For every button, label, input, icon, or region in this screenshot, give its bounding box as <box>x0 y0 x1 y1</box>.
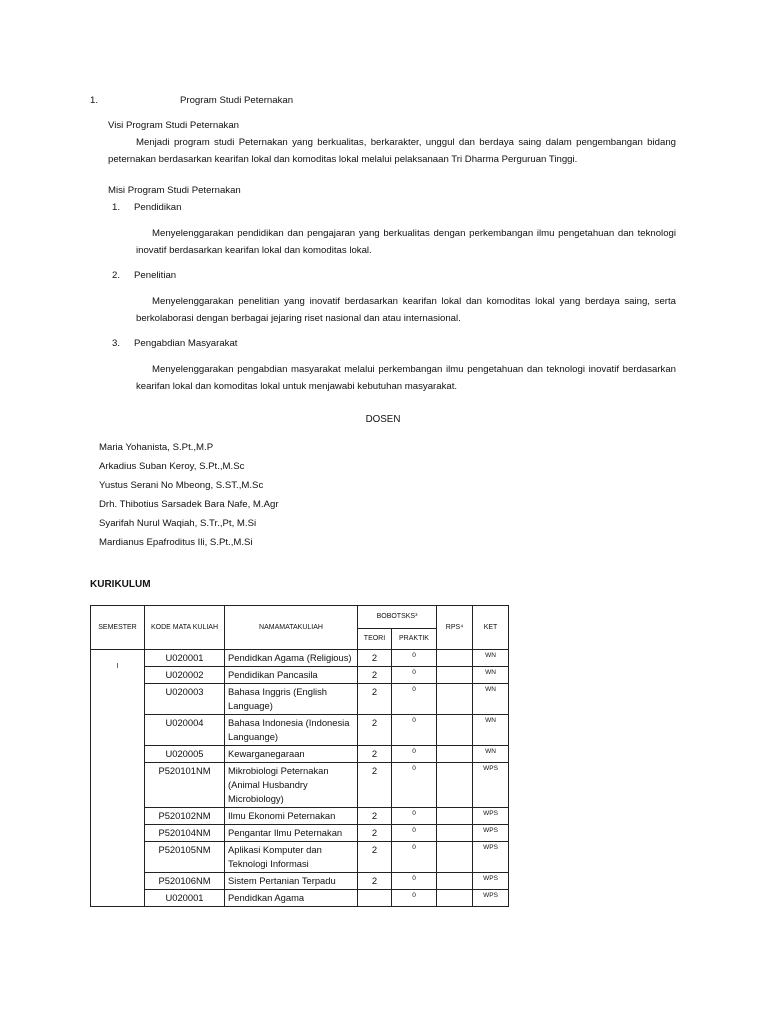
visi-title: Visi Program Studi Peternakan <box>108 120 240 131</box>
dosen-name: Drh. Thibotius Sarsadek Bara Nafe, M.Agr <box>99 499 279 510</box>
cell-kode: U020005 <box>145 746 225 763</box>
col-semester: SEMESTER <box>91 606 145 650</box>
cell-ket: WN <box>473 667 509 684</box>
cell-teori: 2 <box>358 715 392 746</box>
table-row <box>91 650 509 667</box>
cell-nama: Pendidkan Agama (Religious) <box>225 650 358 667</box>
cell-ket: WPS <box>473 842 509 873</box>
cell-teori <box>358 890 392 907</box>
cell-rps <box>437 825 473 842</box>
cell-rps <box>437 684 473 715</box>
table-row <box>91 825 509 842</box>
dosen-name: Arkadius Suban Keroy, S.Pt.,M.Sc <box>99 461 245 472</box>
dosen-name: Yustus Serani No Mbeong, S.ST.,M.Sc <box>99 480 264 491</box>
col-bobot: BOBOTSKS³ <box>358 606 437 629</box>
cell-rps <box>437 842 473 873</box>
cell-rps <box>437 650 473 667</box>
cell-ket: WPS <box>473 763 509 808</box>
cell-teori: 2 <box>358 808 392 825</box>
cell-rps <box>437 746 473 763</box>
section-number: 1. <box>90 95 99 106</box>
cell-nama: Sistem Pertanian Terpadu <box>225 873 358 890</box>
cell-teori: 2 <box>358 763 392 808</box>
table-row <box>91 873 509 890</box>
misi-item-heading <box>112 335 676 352</box>
cell-rps <box>437 808 473 825</box>
col-kode: KODE MATA KULIAH <box>145 606 225 650</box>
cell-praktik: 0 <box>392 746 437 763</box>
cell-rps <box>437 890 473 907</box>
cell-praktik: 0 <box>392 808 437 825</box>
cell-rps <box>437 873 473 890</box>
kurikulum-table <box>90 605 509 907</box>
dosen-name: Maria Yohanista, S.Pt.,M.P <box>99 442 214 453</box>
cell-praktik: 0 <box>392 763 437 808</box>
cell-praktik: 0 <box>392 842 437 873</box>
cell-teori: 2 <box>358 825 392 842</box>
cell-teori: 2 <box>358 667 392 684</box>
misi-list <box>90 199 676 395</box>
kurikulum-heading: KURIKULUM <box>90 579 151 590</box>
misi-item-number: 1. <box>112 202 121 213</box>
cell-ket: WPS <box>473 808 509 825</box>
table-row <box>91 842 509 873</box>
cell-praktik: 0 <box>392 650 437 667</box>
cell-teori: 2 <box>358 842 392 873</box>
cell-ket: WN <box>473 650 509 667</box>
cell-teori: 2 <box>358 746 392 763</box>
col-rps: RPS⁴ <box>437 606 473 650</box>
misi-item-number: 2. <box>112 270 121 281</box>
dosen-name: Syarifah Nurul Waqiah, S.Tr.,Pt, M.Si <box>99 518 257 529</box>
cell-nama: Bahasa Indonesia (Indonesia Languange) <box>225 715 358 746</box>
section-heading <box>90 92 676 109</box>
misi-item-heading <box>112 267 676 284</box>
misi-item-heading <box>112 199 676 216</box>
cell-rps <box>437 763 473 808</box>
section-title: Program Studi Peternakan <box>180 95 294 106</box>
cell-ket: WN <box>473 684 509 715</box>
cell-kode: P520101NM <box>145 763 225 808</box>
table-row <box>91 890 509 907</box>
misi-item-text: Menyelenggarakan penelitian yang inovatif berdasarkan kearifan lokal dan komoditas lokal yang berdaya saing, serta berkolaborasi dengan berbagai jejaring riset nasional dan atau internasional. <box>136 296 676 324</box>
cell-praktik: 0 <box>392 825 437 842</box>
dosen-heading: DOSEN <box>365 414 401 425</box>
misi-title: Misi Program Studi Peternakan <box>108 185 241 196</box>
cell-praktik: 0 <box>392 684 437 715</box>
cell-kode: P520106NM <box>145 873 225 890</box>
table-row <box>91 763 509 808</box>
misi-item-text: Menyelenggarakan pendidikan dan pengajaran yang berkualitas dengan perkembangan ilmu pengetahuan dan teknologi inovatif berdasarkan kearifan lokal dan komoditas lokal. <box>136 228 676 256</box>
cell-kode: U020004 <box>145 715 225 746</box>
cell-ket: WPS <box>473 825 509 842</box>
dosen-list <box>99 438 676 552</box>
cell-nama: Kewarganegaraan <box>225 746 358 763</box>
table-header-row <box>91 606 509 629</box>
table-body <box>91 650 509 907</box>
cell-ket: WN <box>473 715 509 746</box>
misi-item-number: 3. <box>112 338 121 349</box>
cell-rps <box>437 667 473 684</box>
misi-item-text: Menyelenggarakan pengabdian masyarakat melalui perkembangan ilmu pengetahuan dan teknologi inovatif berdasarkan kearifan lokal dan komoditas lokal untuk menjawabi kebutuhan masyarakat. <box>136 364 676 392</box>
cell-nama: Aplikasi Komputer dan Teknologi Informasi <box>225 842 358 873</box>
cell-praktik: 0 <box>392 873 437 890</box>
col-praktik: PRAKTIK <box>392 629 437 650</box>
cell-nama: Bahasa Inggris (English Language) <box>225 684 358 715</box>
col-nama: NAMAMATAKULIAH <box>225 606 358 650</box>
misi-item-title: Penelitian <box>134 270 177 281</box>
cell-praktik: 0 <box>392 667 437 684</box>
cell-praktik: 0 <box>392 890 437 907</box>
table-row <box>91 746 509 763</box>
table-row <box>91 808 509 825</box>
cell-kode: U020002 <box>145 667 225 684</box>
cell-nama: Pendidkan Agama <box>225 890 358 907</box>
cell-ket: WPS <box>473 873 509 890</box>
cell-rps <box>437 715 473 746</box>
cell-kode: U020001 <box>145 890 225 907</box>
cell-kode: U020003 <box>145 684 225 715</box>
cell-teori: 2 <box>358 650 392 667</box>
col-ket: KET <box>473 606 509 650</box>
cell-nama: Pengantar Ilmu Peternakan <box>225 825 358 842</box>
dosen-name: Mardianus Epafroditus Ili, S.Pt.,M.Si <box>99 537 253 548</box>
table-row <box>91 684 509 715</box>
misi-item-title: Pengabdian Masyarakat <box>134 338 238 349</box>
col-teori: TEORI <box>358 629 392 650</box>
cell-kode: P520105NM <box>145 842 225 873</box>
table-row <box>91 715 509 746</box>
cell-teori: 2 <box>358 873 392 890</box>
cell-kode: P520104NM <box>145 825 225 842</box>
visi-text: Menjadi program studi Peternakan yang berkualitas, berkarakter, unggul dan berdaya saing dalam pengembangan bidang peternakan berdasarkan kearifan lokal dan komoditas lokal melalui pelaksanaan Tri Dharma Perguruan Tinggi. <box>108 137 676 165</box>
cell-semester: I <box>91 650 145 907</box>
cell-kode: P520102NM <box>145 808 225 825</box>
cell-nama: Pendidikan Pancasila <box>225 667 358 684</box>
misi-item-title: Pendidikan <box>134 202 182 213</box>
cell-ket: WN <box>473 746 509 763</box>
cell-ket: WPS <box>473 890 509 907</box>
cell-teori: 2 <box>358 684 392 715</box>
cell-nama: Ilmu Ekonomi Peternakan <box>225 808 358 825</box>
cell-kode: U020001 <box>145 650 225 667</box>
table-row <box>91 667 509 684</box>
cell-praktik: 0 <box>392 715 437 746</box>
cell-nama: Mikrobiologi Peternakan (Animal Husbandry Microbiology) <box>225 763 358 808</box>
